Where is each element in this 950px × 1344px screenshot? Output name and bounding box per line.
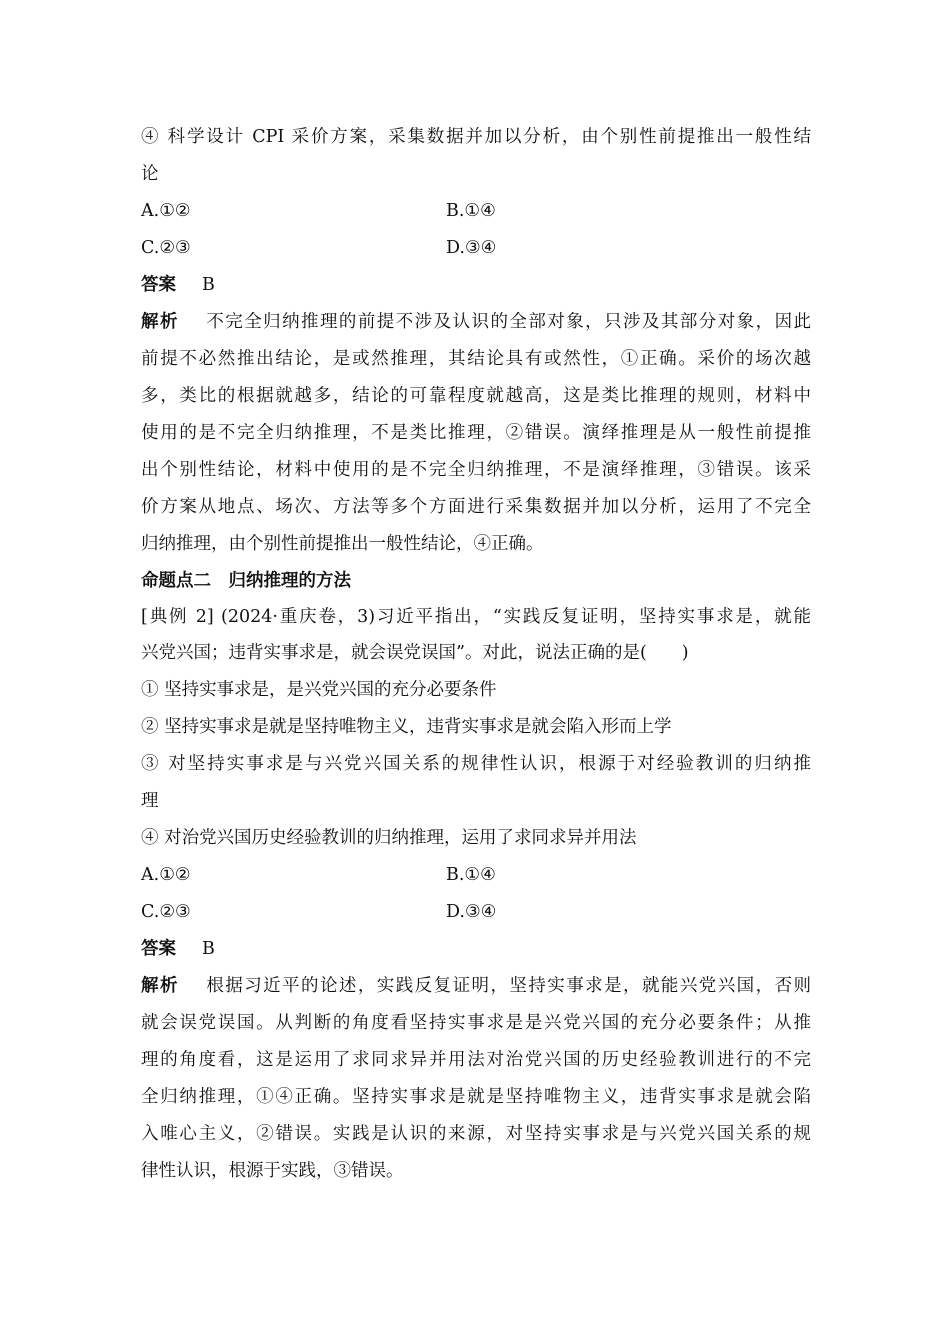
q2-analysis-line-3: 理的角度看，这是运用了求同求异并用法对治党兴国的历史经验教训进行的不完: [141, 1050, 811, 1070]
q1-analysis-label: 解析: [141, 312, 179, 332]
q2-analysis-line-5: 入唯心主义，②错误。实践是认识的来源，对坚持实事求是与兴党兴国关系的规: [141, 1124, 811, 1144]
q2-item-4: ④ 对治党兴国历史经验教训的归纳推理，运用了求同求异并用法: [141, 828, 637, 848]
q2-options-row-1: [141, 857, 811, 894]
q1-analysis-line-4: 使用的是不完全归纳推理，不是类比推理，②错误。演绎推理是从一般性前提推: [141, 423, 811, 443]
q2-option-a: A.①②: [141, 865, 191, 885]
q1-analysis-line-3: 多，类比的根据就越多，结论的可靠程度就越高，这是类比推理的规则，材料中: [141, 386, 811, 406]
q2-analysis-line-4: 全归纳推理，①④正确。坚持实事求是就是坚持唯物主义，违背实事求是就会陷: [141, 1087, 811, 1107]
q2-analysis-label: 解析: [141, 976, 179, 996]
q2-answer: [141, 931, 811, 968]
q1-analysis-line-2: 前提不必然推出结论，是或然推理，其结论具有或然性，①正确。采价的场次越: [141, 349, 811, 369]
q1-options-row-1: [141, 193, 811, 230]
q1-option-c: C.②③: [141, 238, 191, 258]
q2-item-3-line1: ③ 对坚持实事求是与兴党兴国关系的规律性认识，根源于对经验教训的归纳推: [141, 754, 811, 774]
q1-item-4-line2: 论: [141, 164, 159, 184]
q2-item-3-line2: 理: [141, 791, 159, 811]
q1-options-row-2: [141, 230, 811, 267]
q1-option-b: B.①④: [446, 201, 496, 221]
q1-analysis-text-1: 不完全归纳推理的前提不涉及认识的全部对象，只涉及其部分对象，因此: [204, 312, 811, 332]
q1-option-d: D.③④: [446, 238, 497, 258]
q2-item-2: ② 坚持实事求是就是坚持唯物主义，违背实事求是就会陷入形而上学: [141, 717, 672, 737]
q1-answer-value: B: [202, 275, 215, 295]
q2-item-1: ① 坚持实事求是，是兴党兴国的充分必要条件: [141, 680, 497, 700]
section-heading: 命题点二 归纳推理的方法: [141, 571, 351, 591]
q1-item-4-line1: ④ 科学设计 CPI 采价方案，采集数据并加以分析，由个别性前提推出一般性结: [141, 127, 811, 147]
q2-answer-value: B: [202, 939, 215, 959]
q2-option-c: C.②③: [141, 902, 191, 922]
q2-answer-label: 答案: [141, 939, 176, 959]
q2-option-b: B.①④: [446, 865, 496, 885]
q2-analysis-text-1: 根据习近平的论述，实践反复证明，坚持实事求是，就能兴党兴国，否则: [204, 976, 811, 996]
q1-analysis-line-5: 出个别性结论，材料中使用的是不完全归纳推理，不是演绎推理，③错误。该采: [141, 460, 811, 480]
q2-analysis-line-1: [141, 968, 811, 1005]
q1-analysis-line-6: 价方案从地点、场次、方法等多个方面进行采集数据并加以分析，运用了不完全: [141, 497, 811, 517]
q1-analysis-line-1: [141, 304, 811, 341]
q2-option-d: D.③④: [446, 902, 497, 922]
q1-option-a: A.①②: [141, 201, 191, 221]
q1-answer-label: 答案: [141, 275, 176, 295]
q2-stem-line1: [典例 2] (2024·重庆卷，3)习近平指出，“实践反复证明，坚持实事求是，就能: [141, 607, 811, 627]
q1-analysis-line-7: 归纳推理，由个别性前提推出一般性结论，④正确。: [141, 534, 544, 554]
document-page: [141, 119, 811, 1190]
q2-options-row-2: [141, 894, 811, 931]
q2-analysis-line-6: 律性认识，根源于实践，③错误。: [141, 1161, 404, 1181]
q1-answer: [141, 267, 811, 304]
q2-analysis-line-2: 就会误党误国。从判断的角度看坚持实事求是是兴党兴国的充分必要条件；从推: [141, 1013, 811, 1033]
q2-stem-line2: 兴党兴国；违背实事求是，就会误党误国”。对此，说法正确的是( ): [141, 643, 689, 663]
